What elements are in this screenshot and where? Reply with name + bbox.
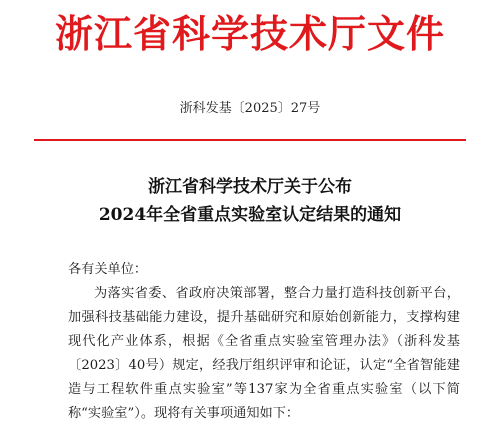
notice-title-line-1: 浙江省科学技术厅关于公布 [148, 177, 352, 197]
body-paragraph: 为落实省委、省政府决策部署，整合力量打造科技创新平台，加强科技基础能力建设，提升基础研究和原始创新能力，支撑构建现代化产业体系，根据《全省重点实验室管理办法》（浙科发基〔2023〕40号）规定，经我厅组织评审和论证，认定“全省智能建造与工程软件重点实验室”等137家为全省重点实验室（以下简称“实验室”）。现将有关事项通知如下： [68, 286, 460, 421]
salutation: 各有关单位： [68, 262, 148, 277]
header-red-rule [34, 139, 466, 141]
document-header-title: 浙江省科学技术厅文件 [54, 12, 445, 56]
document-number: 浙科发基〔2025〕27号 [179, 101, 321, 116]
notice-title-line-2: 2024年全省重点实验室认定结果的通知 [98, 205, 402, 225]
